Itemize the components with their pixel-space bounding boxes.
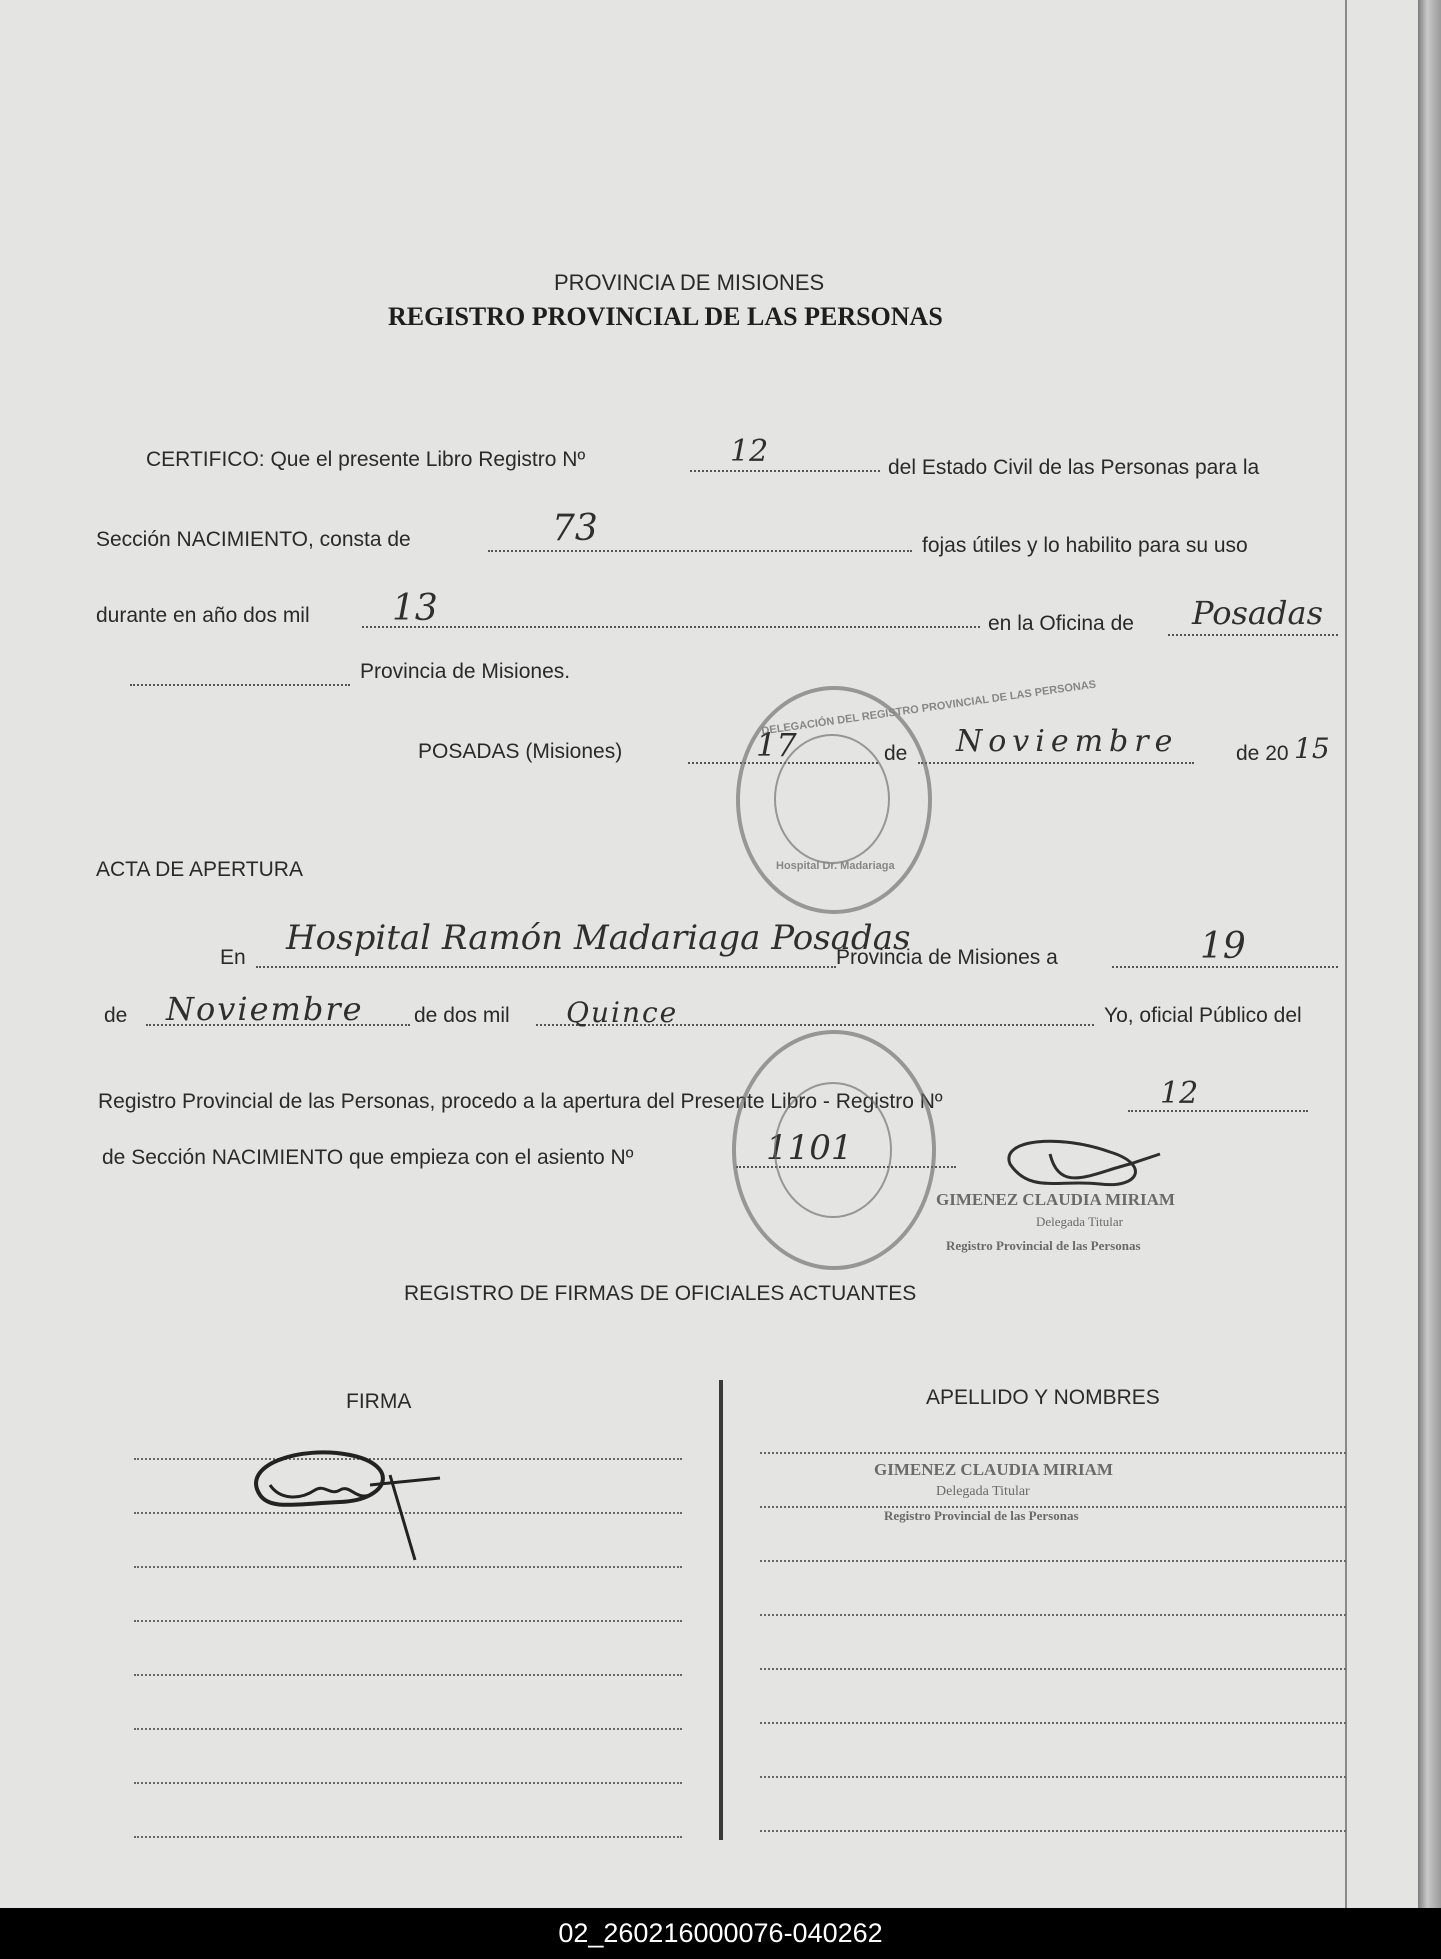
cert-month: Noviembre: [956, 724, 1179, 759]
province-heading: PROVINCIA DE MISIONES: [554, 270, 825, 295]
anio-value: 13: [392, 588, 438, 629]
nombres-line: [760, 1776, 1346, 1778]
cert-line4: Provincia de Misiones.: [360, 660, 571, 683]
page-edge: [1418, 0, 1441, 1908]
nombres-line: [760, 1614, 1346, 1616]
cert-line1-b: del Estado Civil de las Personas para la: [888, 456, 1260, 479]
fill-line: [488, 550, 912, 552]
libro-number: 12: [730, 434, 769, 469]
asiento-number: 1101: [766, 1128, 853, 1168]
acta-month: Noviembre: [166, 990, 364, 1028]
cert-line2-a: Sección NACIMIENTO, consta de: [96, 528, 411, 551]
fill-line: [362, 626, 980, 628]
official-role-stamp: Delegada Titular: [1036, 1214, 1124, 1229]
date-prefix: POSADAS (Misiones): [418, 740, 623, 763]
firma-line: [134, 1620, 682, 1622]
cert-line2-b: fojas útiles y lo habilito para su uso: [922, 534, 1248, 557]
acta-yo: Yo, oficial Público del: [1104, 1004, 1302, 1027]
col-firma: FIRMA: [346, 1390, 412, 1413]
nombres-line: [760, 1668, 1346, 1670]
fill-line: [256, 966, 836, 968]
acta-line4: de Sección NACIMIENTO que empieza con el asiento Nº: [102, 1146, 634, 1169]
acta-prov: Provincia de Misiones a: [836, 946, 1058, 969]
seal-outer-text: DELEGACIÓN DEL REGISTRO PROVINCIAL DE LAS PERSONAS: [760, 678, 1097, 738]
nombres-line: [760, 1452, 1346, 1454]
margin-rule: [1345, 0, 1347, 1908]
official-name-stamp: GIMENEZ CLAUDIA MIRIAM: [936, 1190, 1175, 1209]
acta-en: En: [220, 946, 246, 969]
column-divider: [719, 1380, 723, 1840]
fill-line: [1168, 634, 1338, 636]
nombres-stamp-role: Delegada Titular: [936, 1484, 1030, 1499]
fill-line: [690, 470, 880, 472]
year-suffix: 15: [1294, 732, 1330, 765]
cert-de: de: [884, 742, 908, 765]
acta-title: ACTA DE APERTURA: [96, 858, 303, 881]
acta-de: de: [104, 1004, 128, 1027]
firma-line: [134, 1674, 682, 1676]
nombres-stamp-office: Registro Provincial de las Personas: [884, 1508, 1079, 1523]
seal-inner-text: Hospital Dr. Madariaga: [776, 860, 895, 872]
oficina-value: Posadas: [1192, 594, 1323, 632]
fill-line: [1128, 1110, 1308, 1112]
fojas-count: 73: [552, 508, 598, 549]
fill-line: [918, 762, 1194, 764]
seal-inner-ring: [774, 734, 890, 864]
signature-firma: [240, 1440, 460, 1570]
acta-day: 19: [1200, 926, 1246, 967]
official-seal-2: [732, 1030, 936, 1270]
nombres-line: [760, 1560, 1346, 1562]
acta-dos-mil: de dos mil: [414, 1004, 510, 1027]
cert-line3-b: en la Oficina de: [988, 612, 1134, 635]
fill-line: [130, 684, 350, 686]
firma-line: [134, 1782, 682, 1784]
registro-number: 12: [1160, 1076, 1199, 1111]
nombres-line: [760, 1722, 1346, 1724]
official-office-stamp: Registro Provincial de las Personas: [946, 1238, 1141, 1253]
cert-line3-a: durante en año dos mil: [96, 604, 310, 627]
acta-line3: Registro Provincial de las Personas, procedo a la apertura del Presente Libro - Registro Nº: [98, 1090, 943, 1113]
year-prefix: de 20: [1236, 742, 1289, 765]
nombres-stamp-name: GIMENEZ CLAUDIA MIRIAM: [874, 1460, 1113, 1479]
nombres-line: [760, 1830, 1346, 1832]
acta-place: Hospital Ramón Madariaga Posadas: [286, 918, 911, 958]
signatures-title: REGISTRO DE FIRMAS DE OFICIALES ACTUANTES: [404, 1282, 917, 1305]
firma-line: [134, 1836, 682, 1838]
cert-line1-a: CERTIFICO: Que el presente Libro Registro Nº: [146, 448, 586, 471]
firma-line: [134, 1728, 682, 1730]
acta-year-words: Quince: [566, 996, 679, 1029]
cert-day: 17: [756, 726, 797, 764]
col-nombres: APELLIDO Y NOMBRES: [926, 1386, 1160, 1409]
file-id-bar: 02_260216000076-040262: [0, 1908, 1441, 1959]
seal-inner-ring: [774, 1082, 892, 1218]
registry-heading: REGISTRO PROVINCIAL DE LAS PERSONAS: [388, 302, 943, 331]
